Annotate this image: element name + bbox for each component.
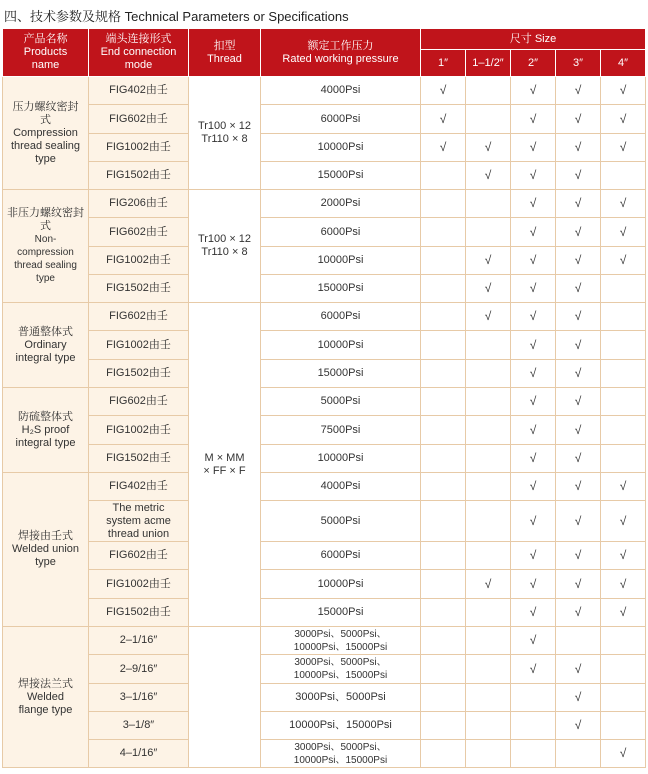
- table-row: [3, 684, 646, 712]
- table-row: [3, 627, 646, 655]
- size-check: [466, 218, 511, 247]
- table-row: [3, 501, 646, 542]
- size-check: [601, 303, 646, 331]
- size-check: √: [556, 360, 601, 388]
- end-connection: FIG602由壬: [89, 303, 189, 331]
- header-size-4: 4″: [601, 50, 646, 77]
- end-connection: 3–1/8″: [89, 712, 189, 740]
- size-check: [421, 445, 466, 473]
- size-check: [466, 388, 511, 416]
- end-connection: FIG1002由壬: [89, 331, 189, 360]
- pressure: 4000Psi: [261, 473, 421, 501]
- size-check: √: [466, 303, 511, 331]
- size-check: [421, 275, 466, 303]
- size-check: [466, 655, 511, 684]
- size-check: [421, 473, 466, 501]
- table-row: [3, 740, 646, 768]
- size-check: [421, 360, 466, 388]
- end-connection: FIG602由壬: [89, 542, 189, 570]
- size-check: [511, 740, 556, 768]
- table-row: [3, 77, 646, 105]
- size-check: √: [601, 77, 646, 105]
- size-check: [421, 655, 466, 684]
- size-check: √: [511, 247, 556, 275]
- pressure: 6000Psi: [261, 303, 421, 331]
- size-check: [421, 740, 466, 768]
- size-check: √: [601, 134, 646, 162]
- size-check: √: [511, 218, 556, 247]
- size-check: √: [511, 570, 556, 599]
- pressure: 3000Psi、5000Psi、10000Psi、15000Psi: [261, 655, 421, 684]
- end-connection: FIG1502由壬: [89, 360, 189, 388]
- size-check: √: [601, 247, 646, 275]
- size-check: [421, 627, 466, 655]
- size-check: √: [511, 303, 556, 331]
- size-check: √: [556, 599, 601, 627]
- size-check: √: [511, 445, 556, 473]
- size-check: √: [601, 542, 646, 570]
- pressure: 5000Psi: [261, 388, 421, 416]
- size-check: √: [511, 501, 556, 542]
- size-check: [601, 655, 646, 684]
- size-check: [466, 77, 511, 105]
- pressure: 4000Psi: [261, 77, 421, 105]
- header-size: 尺寸 Size: [421, 29, 646, 50]
- size-check: √: [511, 105, 556, 134]
- size-check: √: [466, 134, 511, 162]
- pressure: 10000Psi、15000Psi: [261, 712, 421, 740]
- size-check: [601, 712, 646, 740]
- size-check: [421, 599, 466, 627]
- header-pressure: 额定工作压力 Rated working pressure: [261, 29, 421, 77]
- size-check: √: [601, 599, 646, 627]
- size-check: √: [556, 655, 601, 684]
- size-check: √: [556, 190, 601, 218]
- size-check: [601, 416, 646, 445]
- size-check: √: [511, 134, 556, 162]
- end-connection: FIG602由壬: [89, 105, 189, 134]
- end-connection: FIG206由壬: [89, 190, 189, 218]
- table-row: [3, 570, 646, 599]
- size-check: √: [556, 501, 601, 542]
- table-row: [3, 303, 646, 331]
- product-name: 焊接由壬式 Welded union type: [3, 473, 89, 627]
- thread-type: Tr100 × 12 Tr110 × 8: [189, 77, 261, 190]
- pressure: 10000Psi: [261, 331, 421, 360]
- header-size-3: 3″: [556, 50, 601, 77]
- size-check: [511, 684, 556, 712]
- header-size-1: 1″: [421, 50, 466, 77]
- pressure: 15000Psi: [261, 599, 421, 627]
- size-check: [466, 501, 511, 542]
- size-check: [601, 388, 646, 416]
- size-check: [421, 247, 466, 275]
- size-check: [421, 416, 466, 445]
- size-check: [421, 684, 466, 712]
- header-thread: 扣型 Thread: [189, 29, 261, 77]
- table-row: [3, 712, 646, 740]
- size-check: √: [601, 570, 646, 599]
- spec-table: [2, 28, 646, 768]
- size-check: [466, 190, 511, 218]
- table-row: [3, 388, 646, 416]
- end-connection: FIG1502由壬: [89, 445, 189, 473]
- size-check: [556, 740, 601, 768]
- end-connection: 2–9/16″: [89, 655, 189, 684]
- table-row: [3, 473, 646, 501]
- table-row: [3, 247, 646, 275]
- end-connection: The metric system acme thread union: [89, 501, 189, 542]
- size-check: [601, 627, 646, 655]
- size-check: √: [421, 134, 466, 162]
- product-name: 压力螺纹密封 式 Compression thread sealing type: [3, 77, 89, 190]
- pressure: 3000Psi、5000Psi、10000Psi、15000Psi: [261, 627, 421, 655]
- size-check: √: [511, 360, 556, 388]
- end-connection: 4–1/16″: [89, 740, 189, 768]
- size-check: [421, 388, 466, 416]
- table-row: [3, 190, 646, 218]
- pressure: 15000Psi: [261, 360, 421, 388]
- header-product: 产品名称 Products name: [3, 29, 89, 77]
- pressure: 6000Psi: [261, 542, 421, 570]
- header-end-connection: 端头连接形式 End connection mode: [89, 29, 189, 77]
- pressure: 15000Psi: [261, 275, 421, 303]
- table-row: [3, 331, 646, 360]
- size-check: √: [511, 473, 556, 501]
- size-check: [601, 162, 646, 190]
- size-check: √: [601, 218, 646, 247]
- size-check: √: [556, 388, 601, 416]
- section-title: 四、技术参数及规格 Technical Parameters or Specifications: [4, 9, 349, 24]
- size-check: [421, 712, 466, 740]
- pressure: 7500Psi: [261, 416, 421, 445]
- size-check: [421, 542, 466, 570]
- product-name: 防硫整体式 H₂S proof integral type: [3, 388, 89, 473]
- size-check: √: [601, 105, 646, 134]
- size-check: √: [511, 275, 556, 303]
- size-check: √: [556, 218, 601, 247]
- table-row: [3, 360, 646, 388]
- end-connection: 3–1/16″: [89, 684, 189, 712]
- product-name: 非压力螺纹密封 式 Non- compression thread sealing type: [3, 190, 89, 303]
- size-check: [466, 105, 511, 134]
- pressure: 6000Psi: [261, 218, 421, 247]
- size-check: √: [556, 570, 601, 599]
- size-check: [466, 416, 511, 445]
- size-check: √: [556, 162, 601, 190]
- size-check: [421, 162, 466, 190]
- end-connection: FIG1002由壬: [89, 247, 189, 275]
- size-check: √: [421, 77, 466, 105]
- size-check: [421, 218, 466, 247]
- header-size-2: 2″: [511, 50, 556, 77]
- size-check: √: [466, 247, 511, 275]
- size-check: [601, 684, 646, 712]
- table-row: [3, 105, 646, 134]
- size-check: [466, 684, 511, 712]
- pressure: 10000Psi: [261, 134, 421, 162]
- size-check: [601, 275, 646, 303]
- pressure: 5000Psi: [261, 501, 421, 542]
- end-connection: FIG602由壬: [89, 388, 189, 416]
- header-size-1-5: 1–1/2″: [466, 50, 511, 77]
- end-connection: FIG1002由壬: [89, 134, 189, 162]
- size-check: [421, 501, 466, 542]
- size-check: [466, 331, 511, 360]
- thread-type: Tr100 × 12 Tr110 × 8: [189, 190, 261, 303]
- size-check: √: [466, 162, 511, 190]
- end-connection: FIG1002由壬: [89, 570, 189, 599]
- end-connection: FIG1502由壬: [89, 275, 189, 303]
- size-check: [421, 570, 466, 599]
- size-check: √: [556, 445, 601, 473]
- size-check: [466, 712, 511, 740]
- spec-body: [3, 77, 646, 768]
- size-check: √: [556, 303, 601, 331]
- end-connection: FIG1502由壬: [89, 162, 189, 190]
- table-row: [3, 542, 646, 570]
- size-check: √: [556, 105, 601, 134]
- size-check: [466, 542, 511, 570]
- size-check: √: [511, 331, 556, 360]
- size-check: √: [511, 627, 556, 655]
- size-check: √: [511, 388, 556, 416]
- size-check: √: [556, 331, 601, 360]
- size-check: √: [556, 77, 601, 105]
- size-check: √: [556, 542, 601, 570]
- size-check: [421, 331, 466, 360]
- product-name: 普通整体式 Ordinary integral type: [3, 303, 89, 388]
- size-check: [466, 445, 511, 473]
- table-row: [3, 162, 646, 190]
- end-connection: FIG402由壬: [89, 77, 189, 105]
- size-check: √: [556, 684, 601, 712]
- size-check: √: [511, 162, 556, 190]
- size-check: √: [601, 473, 646, 501]
- end-connection: 2–1/16″: [89, 627, 189, 655]
- table-row: [3, 218, 646, 247]
- end-connection: FIG402由壬: [89, 473, 189, 501]
- end-connection: FIG1502由壬: [89, 599, 189, 627]
- table-row: [3, 655, 646, 684]
- size-check: √: [421, 105, 466, 134]
- size-check: √: [556, 275, 601, 303]
- size-check: [601, 360, 646, 388]
- size-check: [466, 599, 511, 627]
- pressure: 6000Psi: [261, 105, 421, 134]
- size-check: [421, 303, 466, 331]
- size-check: √: [511, 190, 556, 218]
- size-check: √: [556, 416, 601, 445]
- size-check: √: [466, 570, 511, 599]
- table-row: [3, 134, 646, 162]
- size-check: √: [466, 275, 511, 303]
- size-check: √: [601, 740, 646, 768]
- size-check: [601, 445, 646, 473]
- size-check: [556, 627, 601, 655]
- size-check: √: [511, 542, 556, 570]
- size-check: √: [511, 77, 556, 105]
- size-check: √: [556, 247, 601, 275]
- pressure: 10000Psi: [261, 570, 421, 599]
- product-name: 焊接法兰式 Welded flange type: [3, 627, 89, 768]
- table-row: [3, 416, 646, 445]
- size-check: √: [511, 599, 556, 627]
- size-check: √: [556, 712, 601, 740]
- pressure: 3000Psi、5000Psi、10000Psi、15000Psi: [261, 740, 421, 768]
- size-check: √: [556, 473, 601, 501]
- pressure: 2000Psi: [261, 190, 421, 218]
- end-connection: FIG602由壬: [89, 218, 189, 247]
- pressure: 15000Psi: [261, 162, 421, 190]
- table-row: [3, 275, 646, 303]
- pressure: 10000Psi: [261, 445, 421, 473]
- size-check: [466, 627, 511, 655]
- end-connection: FIG1002由壬: [89, 416, 189, 445]
- size-check: √: [601, 501, 646, 542]
- size-check: [601, 331, 646, 360]
- size-check: [421, 190, 466, 218]
- size-check: √: [601, 190, 646, 218]
- table-row: [3, 445, 646, 473]
- size-check: [466, 473, 511, 501]
- size-check: √: [511, 416, 556, 445]
- size-check: [466, 360, 511, 388]
- table-row: [3, 599, 646, 627]
- size-check: [466, 740, 511, 768]
- thread-type: [189, 627, 261, 768]
- size-check: √: [556, 134, 601, 162]
- thread-type: M × MM × FF × F: [189, 303, 261, 627]
- pressure: 10000Psi: [261, 247, 421, 275]
- pressure: 3000Psi、5000Psi: [261, 684, 421, 712]
- size-check: √: [511, 655, 556, 684]
- size-check: [511, 712, 556, 740]
